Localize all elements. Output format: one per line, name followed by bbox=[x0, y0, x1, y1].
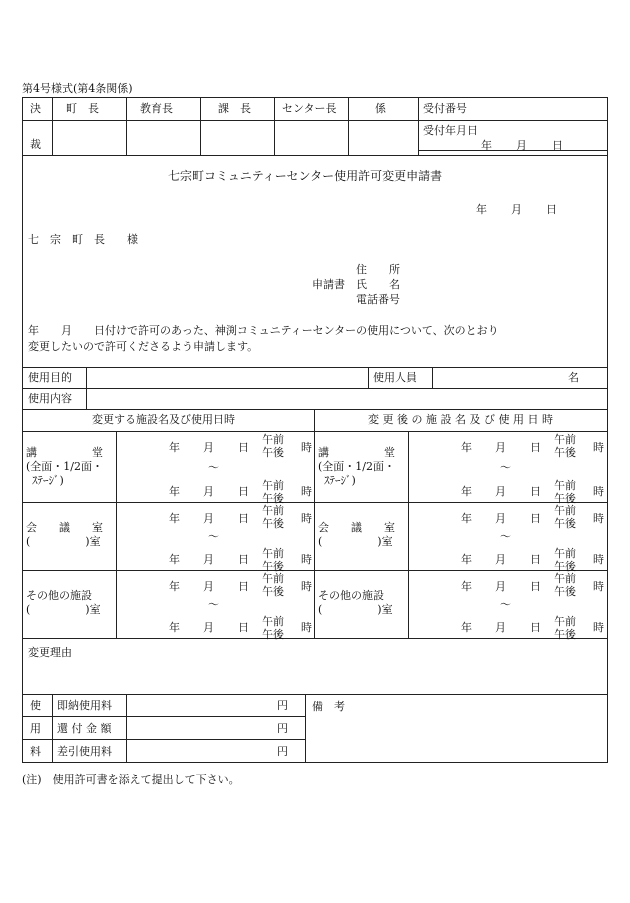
row-rule bbox=[22, 570, 608, 571]
dt-day-start-after: 日 bbox=[530, 441, 541, 454]
dt-am-end-after: 午前 bbox=[554, 547, 576, 560]
facility-detail-0-1: (全面・1/2面・ bbox=[318, 460, 395, 473]
dt-day-end-before: 日 bbox=[238, 553, 249, 566]
fee-row-label-1: 還 付 金 額 bbox=[57, 722, 112, 735]
col-rule bbox=[116, 431, 117, 638]
dt-pm-end-after: 午後 bbox=[554, 492, 576, 505]
dt-am-start-before: 午前 bbox=[262, 433, 284, 446]
facility-detail-2-1: ( )室 bbox=[318, 603, 393, 616]
dt-month-start-before: 月 bbox=[203, 441, 214, 454]
row-rule bbox=[22, 431, 608, 432]
dt-hour-end-before: 時 bbox=[301, 553, 312, 566]
approval-col-rule bbox=[348, 97, 349, 155]
dt-year-end-before: 年 bbox=[169, 553, 180, 566]
dt-month-end-after: 月 bbox=[495, 553, 506, 566]
dt-month-start-before: 月 bbox=[203, 512, 214, 525]
dt-year-end-after: 年 bbox=[461, 553, 472, 566]
dt-month-start-before: 月 bbox=[203, 580, 214, 593]
approval-header-3: センター長 bbox=[282, 102, 337, 115]
row-rule bbox=[22, 367, 608, 368]
date-year: 年 bbox=[476, 203, 487, 216]
row-rule bbox=[22, 388, 608, 389]
dt-day-start-after: 日 bbox=[530, 580, 541, 593]
body-text-line2: 変更したいので許可くださるよう申請します。 bbox=[28, 340, 259, 353]
facility-name-0-1: 講 堂 bbox=[318, 446, 395, 459]
approval-col-rule bbox=[200, 97, 201, 155]
facility-name-1-0: 会 議 室 bbox=[26, 521, 103, 534]
fee-row-label-2: 差引使用料 bbox=[57, 745, 112, 758]
approval-col-rule bbox=[274, 97, 275, 155]
dt-year-end-before: 年 bbox=[169, 485, 180, 498]
facility-name-2-0: その他の施設 bbox=[26, 589, 92, 602]
facility-detail-2-0: ( )室 bbox=[26, 603, 101, 616]
approval-col-rule bbox=[418, 97, 419, 155]
form-title: 七宗町コミュニティーセンター使用許可変更申請書 bbox=[168, 169, 443, 183]
date-day: 日 bbox=[546, 203, 557, 216]
dt-hour-start-after: 時 bbox=[593, 580, 604, 593]
dt-hour-end-after: 時 bbox=[593, 621, 604, 634]
dt-day-end-before: 日 bbox=[238, 485, 249, 498]
dt-hour-end-after: 時 bbox=[593, 485, 604, 498]
people-label: 使用人員 bbox=[373, 371, 417, 384]
approval-header-4: 係 bbox=[375, 102, 386, 115]
receipt-month: 月 bbox=[516, 139, 527, 152]
dt-month-end-after: 月 bbox=[495, 485, 506, 498]
fee-unit-0: 円 bbox=[277, 699, 288, 712]
dt-day-end-before: 日 bbox=[238, 621, 249, 634]
form-label: 第4号様式(第4条関係) bbox=[22, 82, 133, 95]
approval-label: 決 bbox=[30, 102, 41, 115]
applicant-name-label: 氏 名 bbox=[356, 278, 400, 291]
dt-month-start-after: 月 bbox=[495, 441, 506, 454]
dt-am-start-after: 午前 bbox=[554, 572, 576, 585]
dt-tilde-after: ～ bbox=[500, 598, 511, 611]
dt-am-start-after: 午前 bbox=[554, 504, 576, 517]
facility-name-2-1: その他の施設 bbox=[318, 589, 384, 602]
dt-pm-start-after: 午後 bbox=[554, 517, 576, 530]
col-rule bbox=[432, 367, 433, 388]
content-label: 使用内容 bbox=[28, 392, 72, 405]
dt-year-end-after: 年 bbox=[461, 485, 472, 498]
fee-rule bbox=[52, 694, 53, 763]
fee-row-label-0: 即納使用料 bbox=[57, 699, 112, 712]
facility-name-1-1: 会 議 室 bbox=[318, 521, 395, 534]
fee-unit-1: 円 bbox=[277, 722, 288, 735]
application-form bbox=[22, 97, 608, 763]
col-rule bbox=[86, 367, 87, 409]
fee-rule bbox=[126, 694, 127, 763]
approval-label: 裁 bbox=[30, 138, 41, 151]
dt-day-end-after: 日 bbox=[530, 485, 541, 498]
dt-tilde-after: ～ bbox=[500, 460, 511, 474]
dt-am-end-before: 午前 bbox=[262, 615, 284, 628]
receipt-number-label: 受付番号 bbox=[423, 102, 467, 115]
row-rule bbox=[22, 409, 608, 410]
fee-label: 使 bbox=[30, 699, 41, 712]
col-rule bbox=[314, 409, 315, 638]
dt-pm-end-before: 午後 bbox=[262, 492, 284, 505]
approval-header-2: 課 長 bbox=[218, 102, 251, 115]
dt-hour-start-before: 時 bbox=[301, 580, 312, 593]
fee-unit-2: 円 bbox=[277, 745, 288, 758]
dt-month-end-after: 月 bbox=[495, 621, 506, 634]
dt-month-start-after: 月 bbox=[495, 580, 506, 593]
col-rule bbox=[368, 367, 369, 388]
facility-stage-0-0: ｽﾃｰｼﾞ) bbox=[32, 474, 64, 487]
applicant-phone-label: 電話番号 bbox=[356, 293, 400, 306]
fee-rule bbox=[305, 694, 306, 763]
dt-month-end-before: 月 bbox=[203, 621, 214, 634]
dt-pm-end-after: 午後 bbox=[554, 560, 576, 573]
date-month: 月 bbox=[511, 203, 522, 216]
dt-month-start-after: 月 bbox=[495, 512, 506, 525]
change-reason-label: 変更理由 bbox=[28, 646, 72, 659]
dt-pm-start-before: 午後 bbox=[262, 585, 284, 598]
dt-day-start-before: 日 bbox=[238, 441, 249, 454]
dt-pm-end-before: 午後 bbox=[262, 560, 284, 573]
receipt-year: 年 bbox=[481, 139, 492, 152]
facility-detail-0-0: (全面・1/2面・ bbox=[26, 460, 103, 473]
dt-day-end-after: 日 bbox=[530, 553, 541, 566]
row-rule bbox=[22, 502, 608, 503]
dt-hour-end-before: 時 bbox=[301, 485, 312, 498]
facility-detail-1-1: ( )室 bbox=[318, 535, 393, 548]
dt-day-start-after: 日 bbox=[530, 512, 541, 525]
dt-year-start-after: 年 bbox=[461, 441, 472, 454]
facility-detail-1-0: ( )室 bbox=[26, 535, 101, 548]
dt-hour-end-after: 時 bbox=[593, 553, 604, 566]
dt-year-start-before: 年 bbox=[169, 512, 180, 525]
dt-tilde-after: ～ bbox=[500, 530, 511, 543]
people-unit: 名 bbox=[568, 371, 579, 384]
dt-day-end-after: 日 bbox=[530, 621, 541, 634]
dt-year-end-before: 年 bbox=[169, 621, 180, 634]
dt-pm-start-before: 午後 bbox=[262, 517, 284, 530]
dt-hour-start-after: 時 bbox=[593, 512, 604, 525]
dt-hour-start-before: 時 bbox=[301, 512, 312, 525]
approval-header-1: 教育長 bbox=[140, 102, 173, 115]
dt-am-end-after: 午前 bbox=[554, 479, 576, 492]
approval-rule bbox=[22, 120, 608, 121]
facility-stage-0-1: ｽﾃｰｼﾞ) bbox=[324, 474, 356, 487]
dt-tilde-before: ～ bbox=[208, 598, 219, 611]
dt-hour-end-before: 時 bbox=[301, 621, 312, 634]
dt-am-start-before: 午前 bbox=[262, 504, 284, 517]
dt-pm-end-before: 午後 bbox=[262, 628, 284, 641]
body-text-line1: 年 月 日付けで許可のあった、神渕コミュニティーセンターの使用について、次のとおり bbox=[28, 324, 499, 337]
dt-day-start-before: 日 bbox=[238, 512, 249, 525]
remarks-label: 備 考 bbox=[312, 700, 345, 713]
addressee: 七 宗 町 長 様 bbox=[28, 233, 138, 246]
col-rule bbox=[408, 431, 409, 638]
dt-pm-end-after: 午後 bbox=[554, 628, 576, 641]
dt-year-start-before: 年 bbox=[169, 580, 180, 593]
receipt-date-label: 受付年月日 bbox=[423, 124, 478, 137]
dt-year-start-before: 年 bbox=[169, 441, 180, 454]
dt-tilde-before: ～ bbox=[208, 460, 219, 474]
dt-month-end-before: 月 bbox=[203, 485, 214, 498]
dt-day-start-before: 日 bbox=[238, 580, 249, 593]
row-rule bbox=[22, 638, 608, 639]
dt-tilde-before: ～ bbox=[208, 530, 219, 543]
applicant-address-label: 住 所 bbox=[356, 263, 400, 276]
dt-year-start-after: 年 bbox=[461, 512, 472, 525]
fee-label: 料 bbox=[30, 745, 41, 758]
dt-year-start-after: 年 bbox=[461, 580, 472, 593]
dt-pm-start-after: 午後 bbox=[554, 446, 576, 459]
dt-am-start-after: 午前 bbox=[554, 433, 576, 446]
purpose-label: 使用目的 bbox=[28, 371, 72, 384]
approval-rule bbox=[418, 150, 608, 151]
approval-header-0: 町 長 bbox=[66, 102, 99, 115]
applicant-label: 申請書 bbox=[312, 278, 345, 291]
dt-year-end-after: 年 bbox=[461, 621, 472, 634]
approval-rule bbox=[22, 155, 608, 156]
approval-col-rule bbox=[52, 97, 53, 155]
fee-rule bbox=[22, 716, 305, 717]
approval-col-rule bbox=[126, 97, 127, 155]
dt-hour-start-before: 時 bbox=[301, 441, 312, 454]
footnote: (注) 使用許可書を添えて提出して下さい。 bbox=[22, 773, 240, 786]
dt-am-end-before: 午前 bbox=[262, 547, 284, 560]
after-header: 変 更 後 の 施 設 名 及 び 使 用 日 時 bbox=[368, 413, 553, 426]
dt-month-end-before: 月 bbox=[203, 553, 214, 566]
fee-label: 用 bbox=[30, 722, 41, 735]
facility-name-0-0: 講 堂 bbox=[26, 446, 103, 459]
dt-hour-start-after: 時 bbox=[593, 441, 604, 454]
dt-am-end-after: 午前 bbox=[554, 615, 576, 628]
before-header: 変更する施設名及び使用日時 bbox=[92, 413, 235, 426]
dt-am-start-before: 午前 bbox=[262, 572, 284, 585]
fee-rule bbox=[22, 739, 305, 740]
receipt-day: 日 bbox=[552, 139, 563, 152]
dt-pm-start-after: 午後 bbox=[554, 585, 576, 598]
dt-am-end-before: 午前 bbox=[262, 479, 284, 492]
row-rule bbox=[22, 694, 608, 695]
dt-pm-start-before: 午後 bbox=[262, 446, 284, 459]
